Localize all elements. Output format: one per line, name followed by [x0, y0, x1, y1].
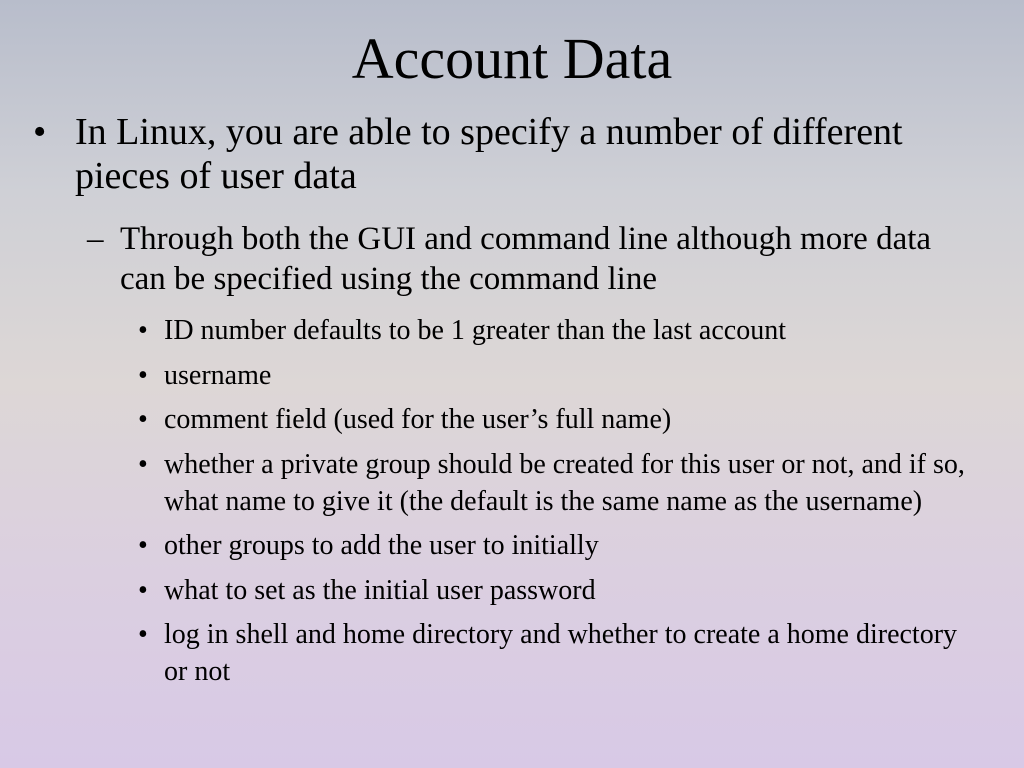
list-item-text: ID number defaults to be 1 greater than the last account	[164, 315, 786, 346]
list-item	[138, 527, 984, 564]
list-item-text: comment field (used for the user’s full name)	[164, 404, 672, 435]
list-item	[138, 401, 984, 438]
bullet-icon: •	[138, 530, 148, 561]
bullet-icon: •	[138, 619, 148, 650]
list-item	[138, 357, 984, 394]
list-item-text: username	[164, 359, 272, 391]
dash-bullet-icon: –	[87, 221, 104, 257]
bullet-icon: •	[138, 574, 148, 606]
list-item	[138, 616, 984, 690]
bullet-level1-text: In Linux, you are able to specify a number of different pieces of user data	[75, 111, 903, 197]
bullet-icon: •	[33, 111, 47, 153]
list-item-text: whether a private group should be created for this user or not, and if so, what name to give it (the default is the same name as the username)	[164, 448, 965, 517]
list-item	[138, 446, 984, 520]
bullet-icon: •	[138, 448, 148, 480]
list-item	[138, 572, 984, 609]
bullet-icon: •	[138, 404, 148, 435]
bullet-level2-text: Through both the GUI and command line although more data can be specified using the command line	[120, 221, 932, 297]
list-item-text: log in shell and home directory and whether to create a home directory or not	[164, 619, 958, 687]
slide-title: Account Data	[351, 26, 673, 91]
list-item	[138, 312, 984, 349]
bullet-icon: •	[138, 315, 148, 346]
bullet-level3-list	[138, 312, 984, 698]
list-item-text: what to set as the initial user password	[164, 574, 596, 606]
bullet-level1	[33, 110, 975, 198]
bullet-level2	[87, 219, 980, 299]
bullet-icon: •	[138, 359, 148, 391]
list-item-text: other groups to add the user to initially	[164, 530, 599, 561]
